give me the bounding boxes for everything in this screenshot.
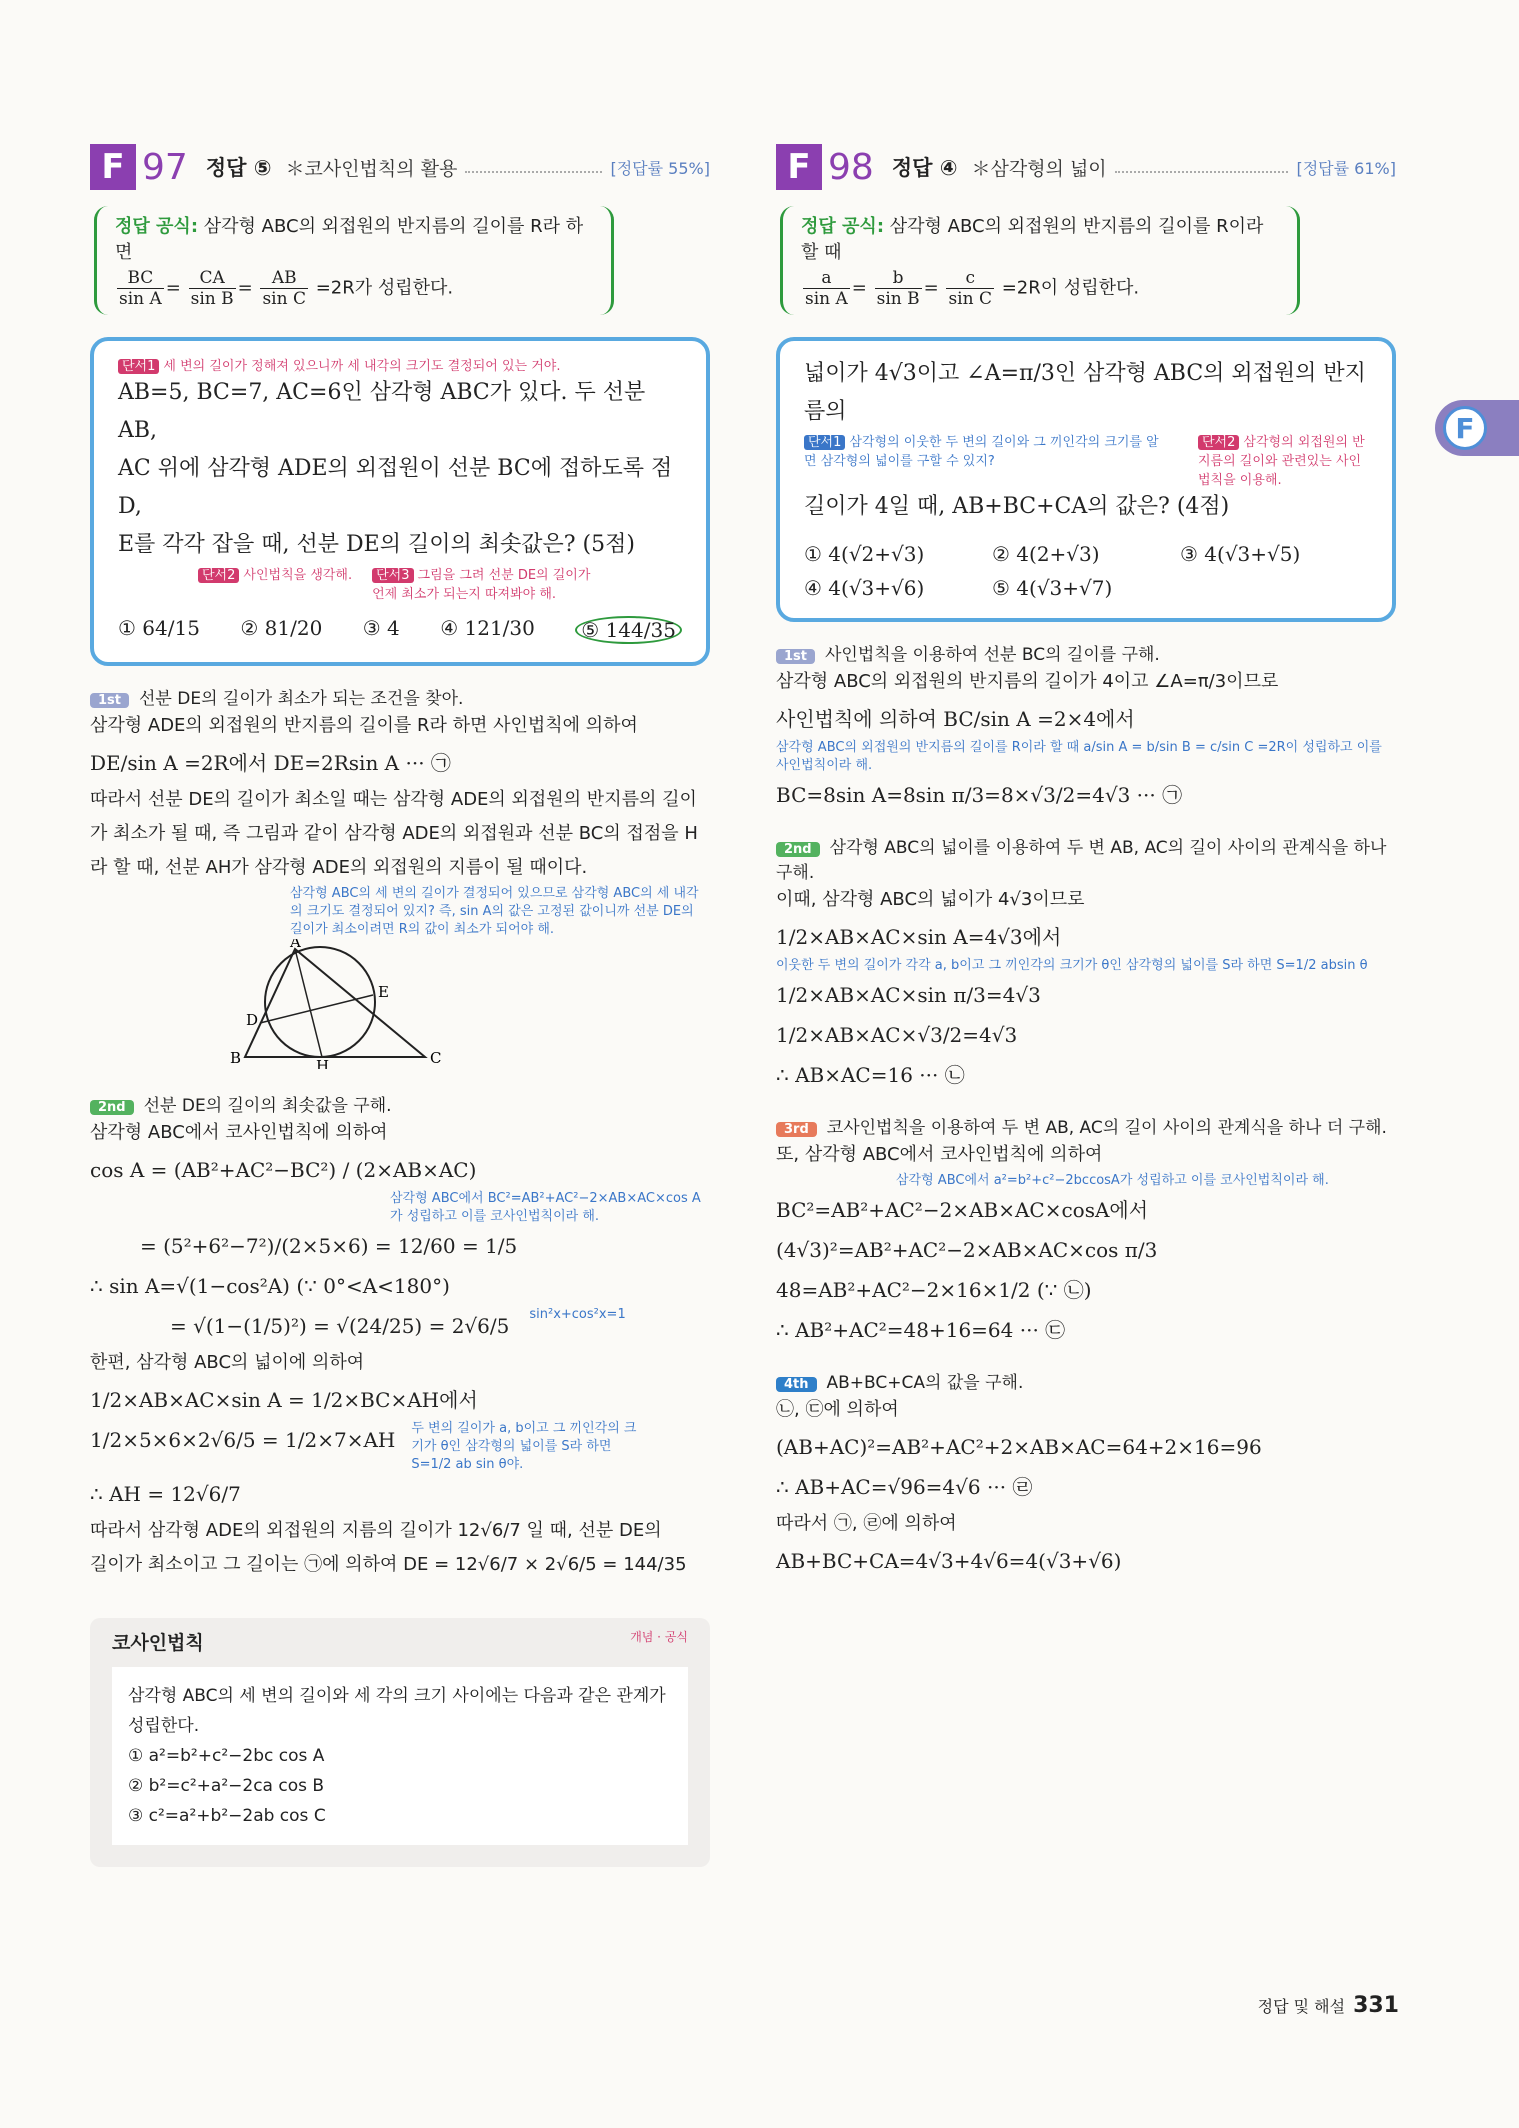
- concept-item: ③ c²=a²+b²−2ab cos C: [128, 1806, 326, 1826]
- problem-box: [90, 337, 710, 666]
- answer-label: 정답 ⑤: [205, 156, 272, 180]
- solution-math: (AB+AC)²=AB²+AC²+2×AB×AC=64+2×16=96: [776, 1435, 1262, 1459]
- side-note: 삼각형 ABC의 외접원의 반지름의 길이를 R이라 할 때 a/sin A = b/sin B = c/sin C =2R이 성립하고 이를 사인법칙이라 해.: [776, 740, 1382, 773]
- answer-formula: 정답 공식: 삼각형 ABC의 외접원의 반지름의 길이를 R라 하면 $\frac{BC}{\text{sin A}}$ = $\frac{CA}{\text{sin B}}$ = $\frac{AB}{\text{sin C}}$ =2R가 성립한다.: [94, 206, 614, 315]
- concept-title: 코사인법칙: [112, 1632, 204, 1654]
- solution-line: 또, 삼각형 ABC에서 코사인법칙에 의하여: [776, 1144, 1103, 1165]
- hint-1: 단서1 삼각형의 이웃한 두 변의 길이와 그 끼인각의 크기를 알면 삼각형의 넓이를 구할 수 있지?: [804, 435, 1159, 469]
- formula-tail: =2R가 성립한다.: [315, 277, 454, 299]
- footer-label: 정답 및 해설: [1257, 1997, 1346, 2016]
- choice-3[interactable]: ③ 4: [362, 616, 400, 640]
- triangle-figure: [90, 939, 710, 1069]
- concept-box: [90, 1618, 710, 1867]
- answer-choices: [118, 616, 682, 644]
- leader-dots: [465, 161, 602, 173]
- solution-math: 1/2×AB×AC×√3/2=4√3: [776, 1023, 1018, 1047]
- solution-math: ∴ AB+AC=√96=4√6 ··· ㉣: [776, 1475, 1033, 1499]
- step-2-title: 2nd 선분 DE의 길이의 최솟값을 구해.: [90, 1091, 710, 1116]
- solution-line: 따라서 ㉠, ㉣에 의하여: [776, 1513, 957, 1534]
- fig-label: A: [290, 939, 301, 951]
- step-2-title: 2nd 삼각형 ABC의 넓이를 이용하여 두 변 AB, AC의 길이 사이의 관계식을 하나 구해.: [776, 838, 1387, 883]
- leader-dots: [1115, 161, 1289, 173]
- solution-math: 1/2×5×6×2√6/5 = 1/2×7×AH: [90, 1428, 396, 1452]
- formula-label: 정답 공식:: [115, 216, 199, 237]
- solution-line: 길이가 최소이고 그 길이는 ㉠에 의하여 DE = 12√6/7 × 2√6/5 = 144/35: [90, 1554, 687, 1575]
- topic-label: ＊삼각형의 넓이: [971, 157, 1107, 180]
- problem-line: 넓이가 4√3이고 ∠A=π/3인 삼각형 ABC의 외접원의 반지름의: [804, 361, 1366, 424]
- chapter-tab[interactable]: [1435, 400, 1519, 456]
- fraction: $\frac{a}{\text{sin A}}$: [805, 268, 848, 309]
- answer-choices: [804, 542, 1368, 600]
- solution-math: 1/2×AB×AC×sin A = 1/2×BC×AH에서: [90, 1388, 478, 1412]
- concept-tag: 개념 · 공식: [630, 1630, 688, 1644]
- step-3-title: 3rd 코사인법칙을 이용하여 두 변 AB, AC의 길이 사이의 관계식을 하나 더 구해.: [776, 1113, 1396, 1138]
- side-note: 삼각형 ABC에서 a²=b²+c²−2bccosA가 성립하고 이를 코사인법칙이라 해.: [896, 1173, 1329, 1188]
- fraction: $\frac{CA}{\text{sin B}}$: [190, 268, 234, 309]
- correct-rate: [정답률 61%]: [1296, 158, 1396, 178]
- choice-3[interactable]: ③ 4(√3+√5): [1180, 542, 1301, 566]
- concept-body: 삼각형 ABC의 세 변의 길이와 세 각의 크기 사이에는 다음과 같은 관계가 성립한다. ① a²=b²+c²−2bc cos A ② b²=c²+a²−2ca cos B ③ c²=a²+b²−2ab cos C: [112, 1667, 688, 1845]
- topic-label: ＊코사인법칙의 활용: [285, 157, 458, 180]
- solution-line: 따라서 삼각형 ADE의 외접원의 지름의 길이가 12√6/7 일 때, 선분 DE의: [90, 1520, 662, 1541]
- choice-1[interactable]: ① 4(√2+√3): [804, 542, 925, 566]
- f-badge: F: [90, 144, 136, 190]
- solution-math: cos A = (AB²+AC²−BC²) / (2×AB×AC): [90, 1158, 477, 1182]
- step-4-title: 4th AB+BC+CA의 값을 구해.: [776, 1368, 1396, 1393]
- fig-label: B: [230, 1049, 242, 1067]
- solution-line: 이때, 삼각형 ABC의 넓이가 4√3이므로: [776, 889, 1085, 910]
- problem-line: 길이가 4일 때, AB+BC+CA의 값은? (4점): [804, 494, 1230, 519]
- solution-math: 1/2×AB×AC×sin A=4√3에서: [776, 925, 1062, 949]
- correct-rate: [정답률 55%]: [610, 158, 710, 178]
- hint-2: 단서2 삼각형의 외접원의 반지름의 길이와 관련있는 사인법칙을 이용해.: [1198, 435, 1365, 488]
- chapter-tab-letter: F: [1443, 406, 1487, 450]
- choice-5[interactable]: ⑤ 4(√3+√7): [992, 576, 1113, 600]
- page-footer: [1258, 1993, 1399, 2018]
- side-note: 두 변의 길이가 a, b이고 그 끼인각의 크기가 θ인 삼각형의 넓이를 S라 하면 S=1/2 ab sin θ야.: [411, 1421, 637, 1472]
- choice-4[interactable]: ④ 121/30: [440, 616, 535, 640]
- problem-box: [776, 337, 1396, 622]
- hint-2: 단서2 사인법칙을 생각해.: [198, 564, 352, 602]
- side-note: 삼각형 ABC에서 BC²=AB²+AC²−2×AB×AC×cos A가 성립하고 이를 코사인법칙이라 해.: [390, 1191, 701, 1224]
- problem-number: 98: [828, 146, 874, 188]
- fraction: $\frac{BC}{\text{sin A}}$: [119, 268, 162, 309]
- fig-label: C: [430, 1049, 442, 1067]
- problem-line: E를 각각 잡을 때, 선분 DE의 길이의 최솟값은? (5점): [118, 532, 635, 557]
- fig-label: H: [316, 1057, 330, 1069]
- choice-2[interactable]: ② 81/20: [240, 616, 323, 640]
- left-column: [90, 140, 710, 1867]
- solution-math: ∴ sin A=√(1−cos²A) (∵ 0°<A<180°): [90, 1274, 450, 1298]
- solution-line: 삼각형 ABC에서 코사인법칙에 의하여: [90, 1122, 388, 1143]
- solution-line: 삼각형 ABC의 외접원의 반지름의 길이가 4이고 ∠A=π/3이므로: [776, 671, 1279, 692]
- problem-line: AB=5, BC=7, AC=6인 삼각형 ABC가 있다. 두 선분 AB,: [118, 380, 646, 443]
- right-column: [776, 140, 1396, 1581]
- solution-math: ∴ AB²+AC²=48+16=64 ··· ㉢: [776, 1318, 1066, 1342]
- formula-label: 정답 공식:: [801, 216, 885, 237]
- fig-label: D: [246, 1011, 259, 1029]
- solution-math: = √(1−(1/5)²) = √(24/25) = 2√6/5: [170, 1314, 510, 1338]
- problem-line: AC 위에 삼각형 ADE의 외접원이 선분 BC에 접하도록 점 D,: [118, 456, 673, 519]
- concept-item: ② b²=c²+a²−2ca cos B: [128, 1776, 325, 1796]
- side-note: sin²x+cos²x=1: [529, 1307, 626, 1322]
- solution-math: (4√3)²=AB²+AC²−2×AB×AC×cos π/3: [776, 1238, 1158, 1262]
- side-note: 이웃한 두 변의 길이가 각각 a, b이고 그 끼인각의 크기가 θ인 삼각형의 넓이를 S라 하면 S=1/2 absin θ: [776, 958, 1368, 973]
- solution-math: 48=AB²+AC²−2×16×1/2 (∵ ㉡): [776, 1278, 1092, 1302]
- choice-1[interactable]: ① 64/15: [118, 616, 200, 640]
- fraction: $\frac{c}{\text{sin C}}$: [948, 268, 992, 309]
- solution-math: DE/sin A =2R에서 DE=2Rsin A ··· ㉠: [90, 751, 451, 775]
- solution-math: BC=8sin A=8sin π/3=8×√3/2=4√3 ··· ㉠: [776, 783, 1183, 807]
- solution-math: ∴ AH = 12√6/7: [90, 1482, 241, 1506]
- answer-formula: 정답 공식: 삼각형 ABC의 외접원의 반지름의 길이를 R이라 할 때 $\frac{a}{\text{sin A}}$ = $\frac{b}{\text{sin B}}$ = $\frac{c}{\text{sin C}}$ =2R이 성립한다.: [780, 206, 1300, 315]
- formula-tail: =2R이 성립한다.: [1001, 277, 1140, 299]
- answer-label: 정답 ④: [891, 156, 958, 180]
- solution-math: AB+BC+CA=4√3+4√6=4(√3+√6): [776, 1549, 1122, 1573]
- formula-text: 삼각형 ABC의 외접원의 반지름의 길이를 R이라 할 때: [801, 216, 1264, 263]
- fig-label: E: [378, 983, 389, 1001]
- solution-line: 삼각형 ADE의 외접원의 반지름의 길이를 R라 하면 사인법칙에 의하여: [90, 715, 638, 736]
- formula-text: 삼각형 ABC의 외접원의 반지름의 길이를 R라 하면: [115, 216, 584, 263]
- problem-number: 97: [142, 146, 188, 188]
- choice-4[interactable]: ④ 4(√3+√6): [804, 576, 925, 600]
- solution-paragraph: 따라서 선분 DE의 길이가 최소일 때는 삼각형 ADE의 외접원의 반지름의 길이가 최소가 될 때, 즉 그림과 같이 삼각형 ADE의 외접원과 선분 BC의 접점을 H라 할 때, 선분 AH가 삼각형 ADE의 외접원의 지름이 될 때이다.: [90, 789, 698, 878]
- step-1-title: 1st 사인법칙을 이용하여 선분 BC의 길이를 구해.: [776, 640, 1396, 665]
- problem-header-97: [90, 140, 710, 194]
- problem-header-98: [776, 140, 1396, 194]
- solution-math: BC²=AB²+AC²−2×AB×AC×cosA에서: [776, 1198, 1149, 1222]
- solution-math: = (5²+6²−7²)/(2×5×6) = 12/60 = 1/5: [140, 1234, 518, 1258]
- solution-math: 1/2×AB×AC×sin π/3=4√3: [776, 983, 1041, 1007]
- fraction: $\frac{b}{\text{sin B}}$: [876, 268, 920, 309]
- hint-3: 단서3 그림을 그려 선분 DE의 길이가 언제 최소가 되는지 따져봐야 해.: [372, 568, 591, 602]
- fraction: $\frac{AB}{\text{sin C}}$: [262, 268, 306, 309]
- hint-1: 단서1 세 변의 길이가 정해져 있으니까 세 내각의 크기도 결정되어 있는 거야.: [118, 355, 682, 374]
- side-note: 삼각형 ABC의 세 변의 길이가 결정되어 있으므로 삼각형 ABC의 세 내각의 크기도 결정되어 있지? 즉, sin A의 값은 고정된 값이니까 선분 DE의 길이가 최소이려면 R의 값이 최소가 되어야 해.: [290, 886, 699, 937]
- f-badge: F: [776, 144, 822, 190]
- choice-2[interactable]: ② 4(2+√3): [992, 542, 1100, 566]
- solution-line: ㉡, ㉢에 의하여: [776, 1399, 899, 1420]
- solution-math: ∴ AB×AC=16 ··· ㉡: [776, 1063, 965, 1087]
- step-1-title: 1st 선분 DE의 길이가 최소가 되는 조건을 찾아.: [90, 684, 710, 709]
- concept-item: ① a²=b²+c²−2bc cos A: [128, 1746, 325, 1766]
- page-number: 331: [1353, 1993, 1399, 2018]
- choice-5[interactable]: ⑤ 144/35: [575, 616, 682, 644]
- solution-line: 한편, 삼각형 ABC의 넓이에 의하여: [90, 1352, 365, 1373]
- solution-math: 사인법칙에 의하여 BC/sin A =2×4에서: [776, 707, 1135, 731]
